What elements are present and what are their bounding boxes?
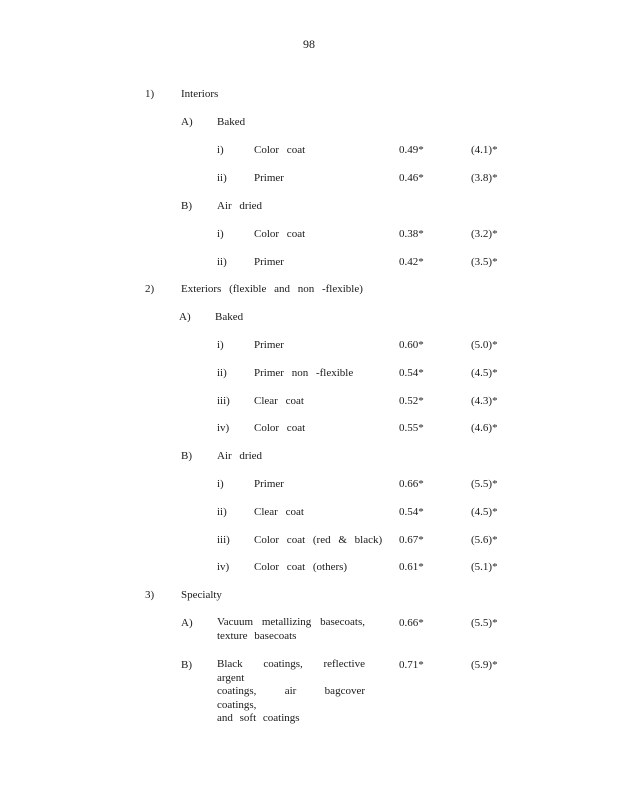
section-row [0, 87, 618, 101]
item-label: Color coat [254, 228, 306, 240]
item-paren-value: (4.3)* [471, 395, 498, 407]
section-number: 3) [145, 589, 155, 601]
item-number: i) [217, 228, 224, 240]
section-label: Interiors [181, 88, 219, 100]
group-label: Baked [217, 116, 246, 128]
item-row [0, 533, 618, 547]
item-number: iii) [217, 395, 230, 407]
item-row [0, 560, 618, 574]
item-value: 0.66* [399, 617, 424, 629]
item-number: i) [217, 478, 224, 490]
item-value: 0.60* [399, 339, 424, 351]
item-paren-value: (5.5)* [471, 478, 498, 490]
section-row [0, 588, 618, 602]
group-row [0, 115, 618, 129]
item-label: Color coat [254, 422, 306, 434]
group-description [217, 616, 365, 643]
item-row [0, 477, 618, 491]
item-paren-value: (4.6)* [471, 422, 498, 434]
item-paren-value: (4.5)* [471, 367, 498, 379]
group-letter: A) [179, 311, 191, 323]
group-row [0, 310, 618, 324]
item-value: 0.54* [399, 367, 424, 379]
item-value: 0.66* [399, 478, 424, 490]
item-paren-value: (4.5)* [471, 506, 498, 518]
item-label: Color coat (red & black) [254, 534, 383, 546]
item-paren-value: (3.8)* [471, 172, 498, 184]
item-row [0, 421, 618, 435]
item-label: Primer [254, 172, 284, 184]
item-row [0, 366, 618, 380]
item-row [0, 171, 618, 185]
description-line: Black coatings, reflective argent [217, 658, 365, 684]
group-letter: B) [181, 200, 192, 212]
item-row [0, 505, 618, 519]
item-label: Primer [254, 478, 284, 490]
item-row [0, 255, 618, 269]
item-row [0, 394, 618, 408]
item-number: i) [217, 144, 224, 156]
item-value: 0.55* [399, 422, 424, 434]
group-label: Baked [215, 311, 244, 323]
item-number: i) [217, 339, 224, 351]
item-value: 0.52* [399, 395, 424, 407]
section-number: 2) [145, 283, 155, 295]
item-value: 0.42* [399, 256, 424, 268]
item-value: 0.49* [399, 144, 424, 156]
item-paren-value: (5.6)* [471, 534, 498, 546]
description-line: and soft coatings [217, 712, 300, 724]
item-paren-value: (5.1)* [471, 561, 498, 573]
section-label: Exteriors (flexible and non -flexible) [181, 283, 363, 295]
item-number: ii) [217, 367, 227, 379]
group-letter: A) [181, 116, 193, 128]
item-number: ii) [217, 172, 227, 184]
group-letter: B) [181, 659, 192, 671]
section-row [0, 282, 618, 296]
item-label: Primer [254, 256, 284, 268]
item-value: 0.54* [399, 506, 424, 518]
item-value: 0.38* [399, 228, 424, 240]
item-label: Primer non -flexible [254, 367, 354, 379]
group-label: Air dried [217, 200, 263, 212]
description-line: texture basecoats [217, 629, 297, 642]
item-label: Color coat (others) [254, 561, 348, 573]
item-number: iv) [217, 422, 230, 434]
item-row [0, 227, 618, 241]
description-line: Vacuum metallizing basecoats, [217, 616, 365, 628]
item-number: iv) [217, 561, 230, 573]
item-paren-value: (5.9)* [471, 659, 498, 671]
item-value: 0.46* [399, 172, 424, 184]
group-letter: B) [181, 450, 192, 462]
item-paren-value: (3.5)* [471, 256, 498, 268]
item-value: 0.61* [399, 561, 424, 573]
item-paren-value: (5.5)* [471, 617, 498, 629]
group-row [0, 449, 618, 463]
item-number: iii) [217, 534, 230, 546]
section-number: 1) [145, 88, 155, 100]
item-label: Clear coat [254, 506, 304, 518]
item-label: Clear coat [254, 395, 304, 407]
group-letter: A) [181, 617, 193, 629]
item-label: Primer [254, 339, 284, 351]
item-row [0, 338, 618, 352]
group-description [217, 658, 365, 726]
item-label: Color coat [254, 144, 306, 156]
item-number: ii) [217, 506, 227, 518]
group-row [0, 199, 618, 213]
item-value: 0.71* [399, 659, 424, 671]
item-paren-value: (4.1)* [471, 144, 498, 156]
group-label: Air dried [217, 450, 263, 462]
item-paren-value: (3.2)* [471, 228, 498, 240]
item-paren-value: (5.0)* [471, 339, 498, 351]
section-label: Specialty [181, 589, 222, 601]
item-number: ii) [217, 256, 227, 268]
description-line: coatings, air bagcover coatings, [217, 685, 365, 711]
item-value: 0.67* [399, 534, 424, 546]
item-row [0, 143, 618, 157]
page-number: 98 [303, 37, 315, 51]
